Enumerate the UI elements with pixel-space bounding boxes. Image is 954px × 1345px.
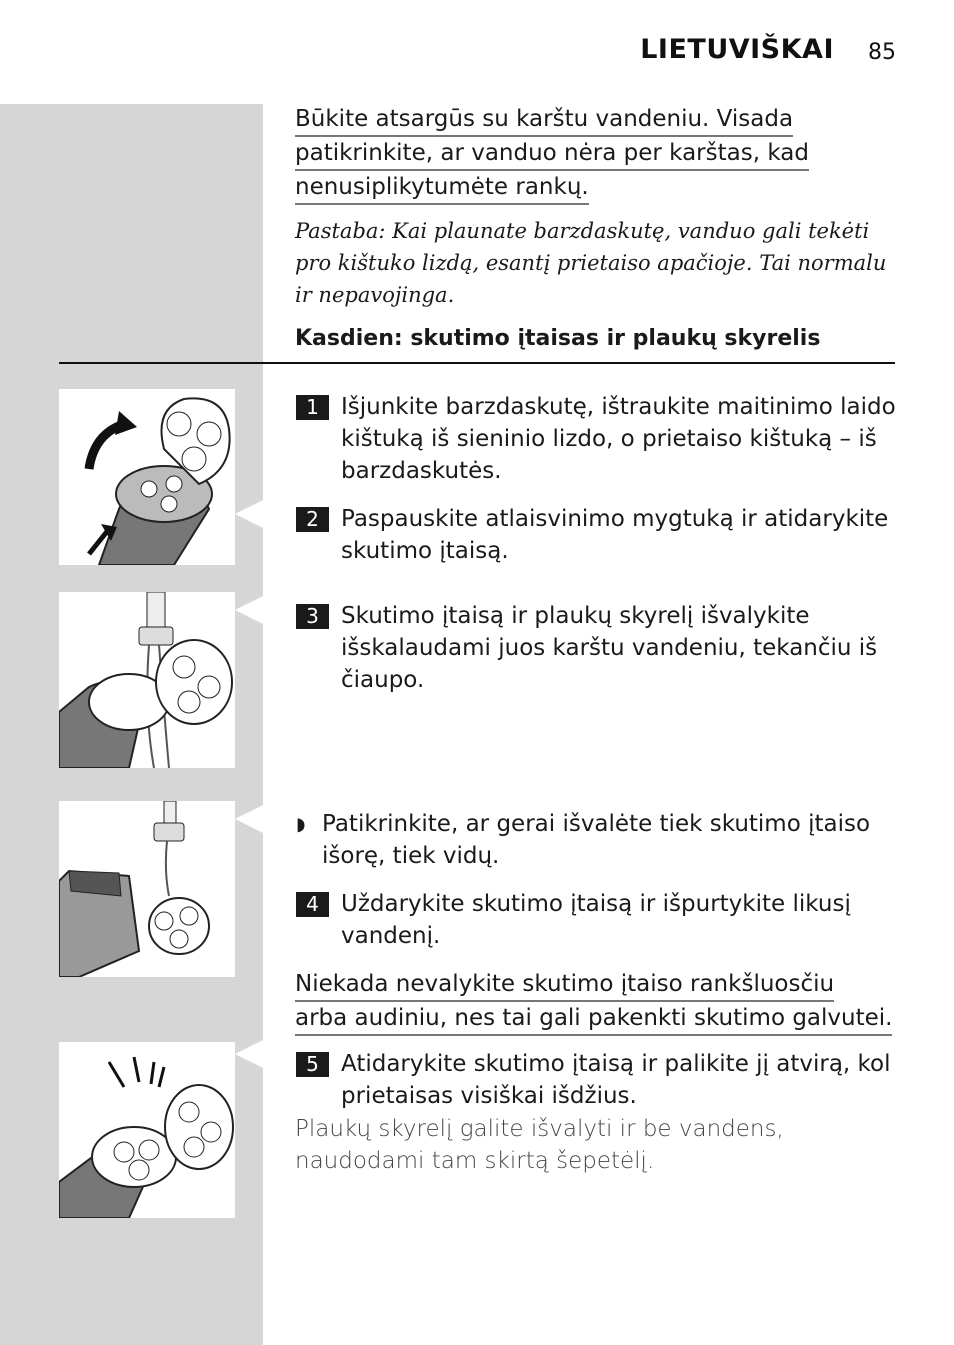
rinse-illustration [59, 592, 235, 768]
section-divider [59, 362, 895, 364]
warning-hot-water [295, 103, 895, 205]
shake-illustration [59, 801, 235, 977]
step-number: 5 [296, 1052, 329, 1077]
page-number: 85 [868, 40, 896, 65]
figure-pointer [235, 596, 263, 624]
step-text: Paspauskite atlaisvinimo mygtuką ir atidarykite skutimo įtaisą. [341, 506, 889, 564]
figure-pointer [235, 500, 263, 528]
step-text: Atidarykite skutimo įtaisą ir palikite jį atvirą, kol prietaisas visiškai išdžius. [341, 1051, 891, 1109]
figure-pointer [235, 805, 263, 833]
step-number: 1 [296, 395, 329, 420]
figure-pointer [235, 1040, 263, 1068]
warning-towel [295, 968, 895, 1036]
warning-line: Niekada nevalykite skutimo įtaiso rankšluosčiu [295, 970, 834, 1002]
warning-line: Būkite atsargūs su karštu vandeniu. Visada [295, 105, 793, 137]
language-header: LIETUVIŠKAI [640, 34, 834, 65]
tip-paragraph: Plaukų skyrelį galite išvalyti ir be vandens, naudodami tam skirtą šepetėlį. [295, 1116, 784, 1174]
warning-line: nenusiplikytumėte rankų. [295, 173, 589, 205]
figure-dry-open [59, 1042, 235, 1218]
step-number: 3 [296, 604, 329, 629]
section-heading: Kasdien: skutimo įtaisas ir plaukų skyrelis [295, 326, 821, 351]
bullet-icon: ◗ [296, 814, 306, 835]
note-paragraph: Pastaba: Kai plaunate barzdaskutę, vanduo gali tekėti pro kištuko lizdą, esantį prietaiso apačioje. Tai normalu ir nepavojinga. [295, 219, 887, 307]
figure-rinse-under-tap [59, 592, 235, 768]
step-number: 4 [296, 892, 329, 917]
shaver-open-illustration [59, 389, 235, 565]
step-text: Skutimo įtaisą ir plaukų skyrelį išvalykite išskalaudami juos karštu vandeniu, tekančiu iš čiaupo. [341, 603, 878, 693]
warning-line: patikrinkite, ar vanduo nėra per karštas, kad [295, 139, 809, 171]
step-text: Išjunkite barzdaskutę, ištraukite maitinimo laido kištuką iš sieninio lizdo, o prietaiso kištuką – iš barzdaskutės. [341, 394, 896, 484]
dry-illustration [59, 1042, 235, 1218]
figure-open-shaving-unit [59, 389, 235, 565]
figure-shake-water [59, 801, 235, 977]
warning-line: arba audiniu, nes tai gali pakenkti skutimo galvutei. [295, 1004, 892, 1036]
step-number: 2 [296, 507, 329, 532]
step-text: Uždarykite skutimo įtaisą ir išpurtykite likusį vandenį. [341, 891, 851, 949]
bullet-text: Patikrinkite, ar gerai išvalėte tiek skutimo įtaiso išorę, tiek vidų. [322, 811, 871, 869]
